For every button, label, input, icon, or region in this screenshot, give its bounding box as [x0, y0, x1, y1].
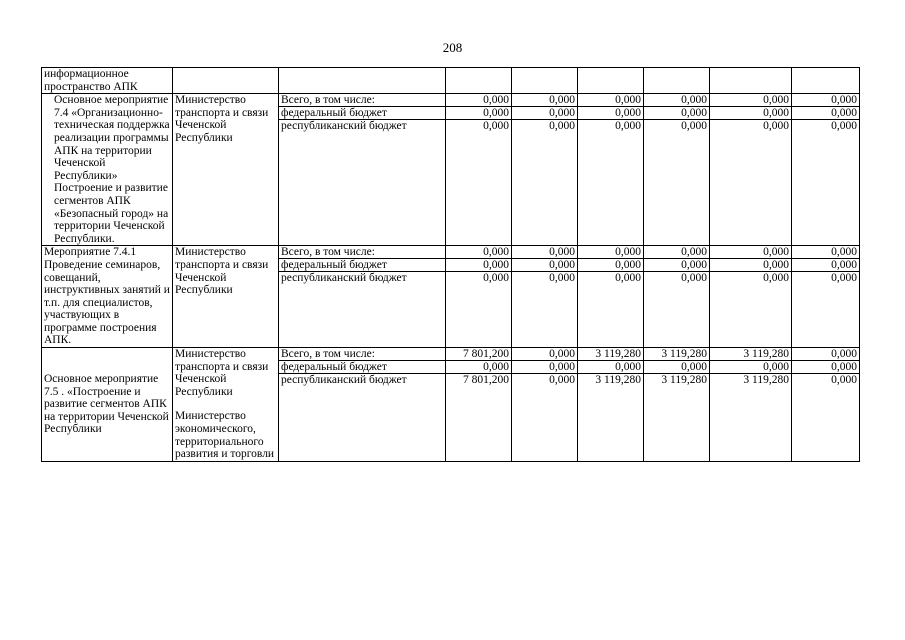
table-row [42, 348, 860, 462]
table-row [42, 246, 860, 348]
value-cell [792, 246, 860, 348]
value-federal: 0,000 [512, 107, 577, 120]
value-total: 3 119,280 [710, 348, 791, 361]
value-cell [710, 68, 792, 94]
value-cell [446, 246, 512, 348]
funding-source-cell [279, 246, 446, 348]
value-republican: 0,000 [763, 272, 789, 285]
value-total: 0,000 [512, 94, 577, 107]
value-cell [710, 246, 792, 348]
source-republican: республиканский бюджет [281, 374, 407, 387]
measure-name: Мероприятие 7.4.1 Проведение семинаров, совещаний, инструктивных занятий и т.п. для специалистов, участвующих в программе построения АПК. [44, 246, 170, 347]
value-republican: 0,000 [549, 374, 575, 387]
executor-name: Министерство транспорта и связи Чеченской Республики [175, 348, 269, 398]
value-republican: 0,000 [681, 120, 707, 133]
funding-source-cell [279, 94, 446, 246]
executor-name: Министерство транспорта и связи Чеченской Республики [175, 94, 269, 144]
value-total: 0,000 [578, 94, 643, 107]
value-federal: 0,000 [578, 259, 643, 272]
value-republican: 0,000 [763, 120, 789, 133]
value-republican: 0,000 [831, 374, 857, 387]
source-total: Всего, в том числе: [279, 94, 445, 107]
value-republican: 3 119,280 [595, 374, 641, 387]
value-cell [644, 68, 710, 94]
measure-name-cell [42, 246, 173, 348]
value-cell [512, 94, 578, 246]
source-federal: федеральный бюджет [279, 361, 445, 374]
funding-source-cell [279, 68, 446, 94]
value-federal: 0,000 [792, 361, 859, 374]
value-cell [512, 246, 578, 348]
value-republican: 0,000 [615, 272, 641, 285]
measure-name: Основное мероприятие 7.4 «Организационно-техническая поддержка реализации программы АПК на территории Чеченской Республики» Построение и развитие сегментов АПК «Безопасный город» на территории Чеченской Республики. [54, 94, 170, 245]
value-federal: 0,000 [644, 107, 709, 120]
value-federal: 0,000 [710, 107, 791, 120]
value-federal: 0,000 [644, 259, 709, 272]
value-cell [512, 68, 578, 94]
value-republican: 0,000 [615, 120, 641, 133]
value-republican: 3 119,280 [661, 374, 707, 387]
value-republican: 0,000 [831, 120, 857, 133]
value-total: 0,000 [644, 94, 709, 107]
value-cell [578, 68, 644, 94]
value-cell [644, 94, 710, 246]
value-total: 7 801,200 [446, 348, 511, 361]
value-cell [578, 94, 644, 246]
executor-cell [173, 68, 279, 94]
value-cell [710, 94, 792, 246]
executor-name: Министерство транспорта и связи Чеченской Республики [175, 246, 269, 297]
value-federal: 0,000 [446, 259, 511, 272]
value-cell [446, 94, 512, 246]
value-total: 0,000 [512, 246, 577, 259]
measure-name-cell [42, 348, 173, 462]
value-federal: 0,000 [446, 361, 511, 374]
value-total: 0,000 [446, 94, 511, 107]
table-row [42, 68, 860, 94]
value-federal: 0,000 [792, 107, 859, 120]
value-republican: 7 801,200 [463, 374, 509, 387]
value-cell [644, 348, 710, 462]
value-federal: 0,000 [578, 361, 643, 374]
measure-name-cell: информационное пространство АПК [42, 68, 173, 94]
value-total: 0,000 [446, 246, 511, 259]
value-total: 3 119,280 [578, 348, 643, 361]
value-federal: 0,000 [578, 107, 643, 120]
funding-source-cell [279, 348, 446, 462]
value-federal: 0,000 [792, 259, 859, 272]
page-number: 208 [442, 40, 463, 55]
table-row [42, 94, 860, 246]
value-federal: 0,000 [710, 361, 791, 374]
source-federal: федеральный бюджет [279, 259, 445, 272]
executor-cell [173, 94, 279, 246]
value-republican: 0,000 [681, 272, 707, 285]
value-total: 0,000 [710, 94, 791, 107]
value-total: 0,000 [792, 246, 859, 259]
value-cell [710, 348, 792, 462]
source-federal: федеральный бюджет [279, 107, 445, 120]
value-cell [792, 348, 860, 462]
value-republican: 0,000 [549, 272, 575, 285]
value-total: 0,000 [792, 348, 859, 361]
source-total: Всего, в том числе: [279, 246, 445, 259]
source-republican: республиканский бюджет [281, 272, 407, 285]
value-cell [446, 348, 512, 462]
value-cell [446, 68, 512, 94]
value-total: 0,000 [710, 246, 791, 259]
source-republican: республиканский бюджет [281, 120, 407, 133]
executor-cell [173, 246, 279, 348]
value-cell [792, 68, 860, 94]
measure-name-cell [42, 94, 173, 246]
value-cell [578, 246, 644, 348]
value-total: 3 119,280 [644, 348, 709, 361]
value-republican: 0,000 [831, 272, 857, 285]
value-federal: 0,000 [644, 361, 709, 374]
value-republican: 3 119,280 [743, 374, 789, 387]
budget-table [41, 67, 860, 462]
value-total: 0,000 [512, 348, 577, 361]
value-cell [644, 246, 710, 348]
value-total: 0,000 [792, 94, 859, 107]
measure-name: Основное мероприятие 7.5 . «Построение и развитие сегментов АПК на территории Чеченской Республики [44, 372, 169, 436]
executor-cell [173, 348, 279, 462]
value-cell [512, 348, 578, 462]
value-republican: 0,000 [483, 272, 509, 285]
value-federal: 0,000 [446, 107, 511, 120]
value-federal: 0,000 [512, 259, 577, 272]
value-cell [578, 348, 644, 462]
value-republican: 0,000 [483, 120, 509, 133]
value-federal: 0,000 [512, 361, 577, 374]
value-republican: 0,000 [549, 120, 575, 133]
value-cell [792, 94, 860, 246]
value-federal: 0,000 [710, 259, 791, 272]
executor-name: Министерство экономического, территориального развития и торговли [175, 410, 275, 461]
value-total: 0,000 [644, 246, 709, 259]
source-total: Всего, в том числе: [279, 348, 445, 361]
value-total: 0,000 [578, 246, 643, 259]
